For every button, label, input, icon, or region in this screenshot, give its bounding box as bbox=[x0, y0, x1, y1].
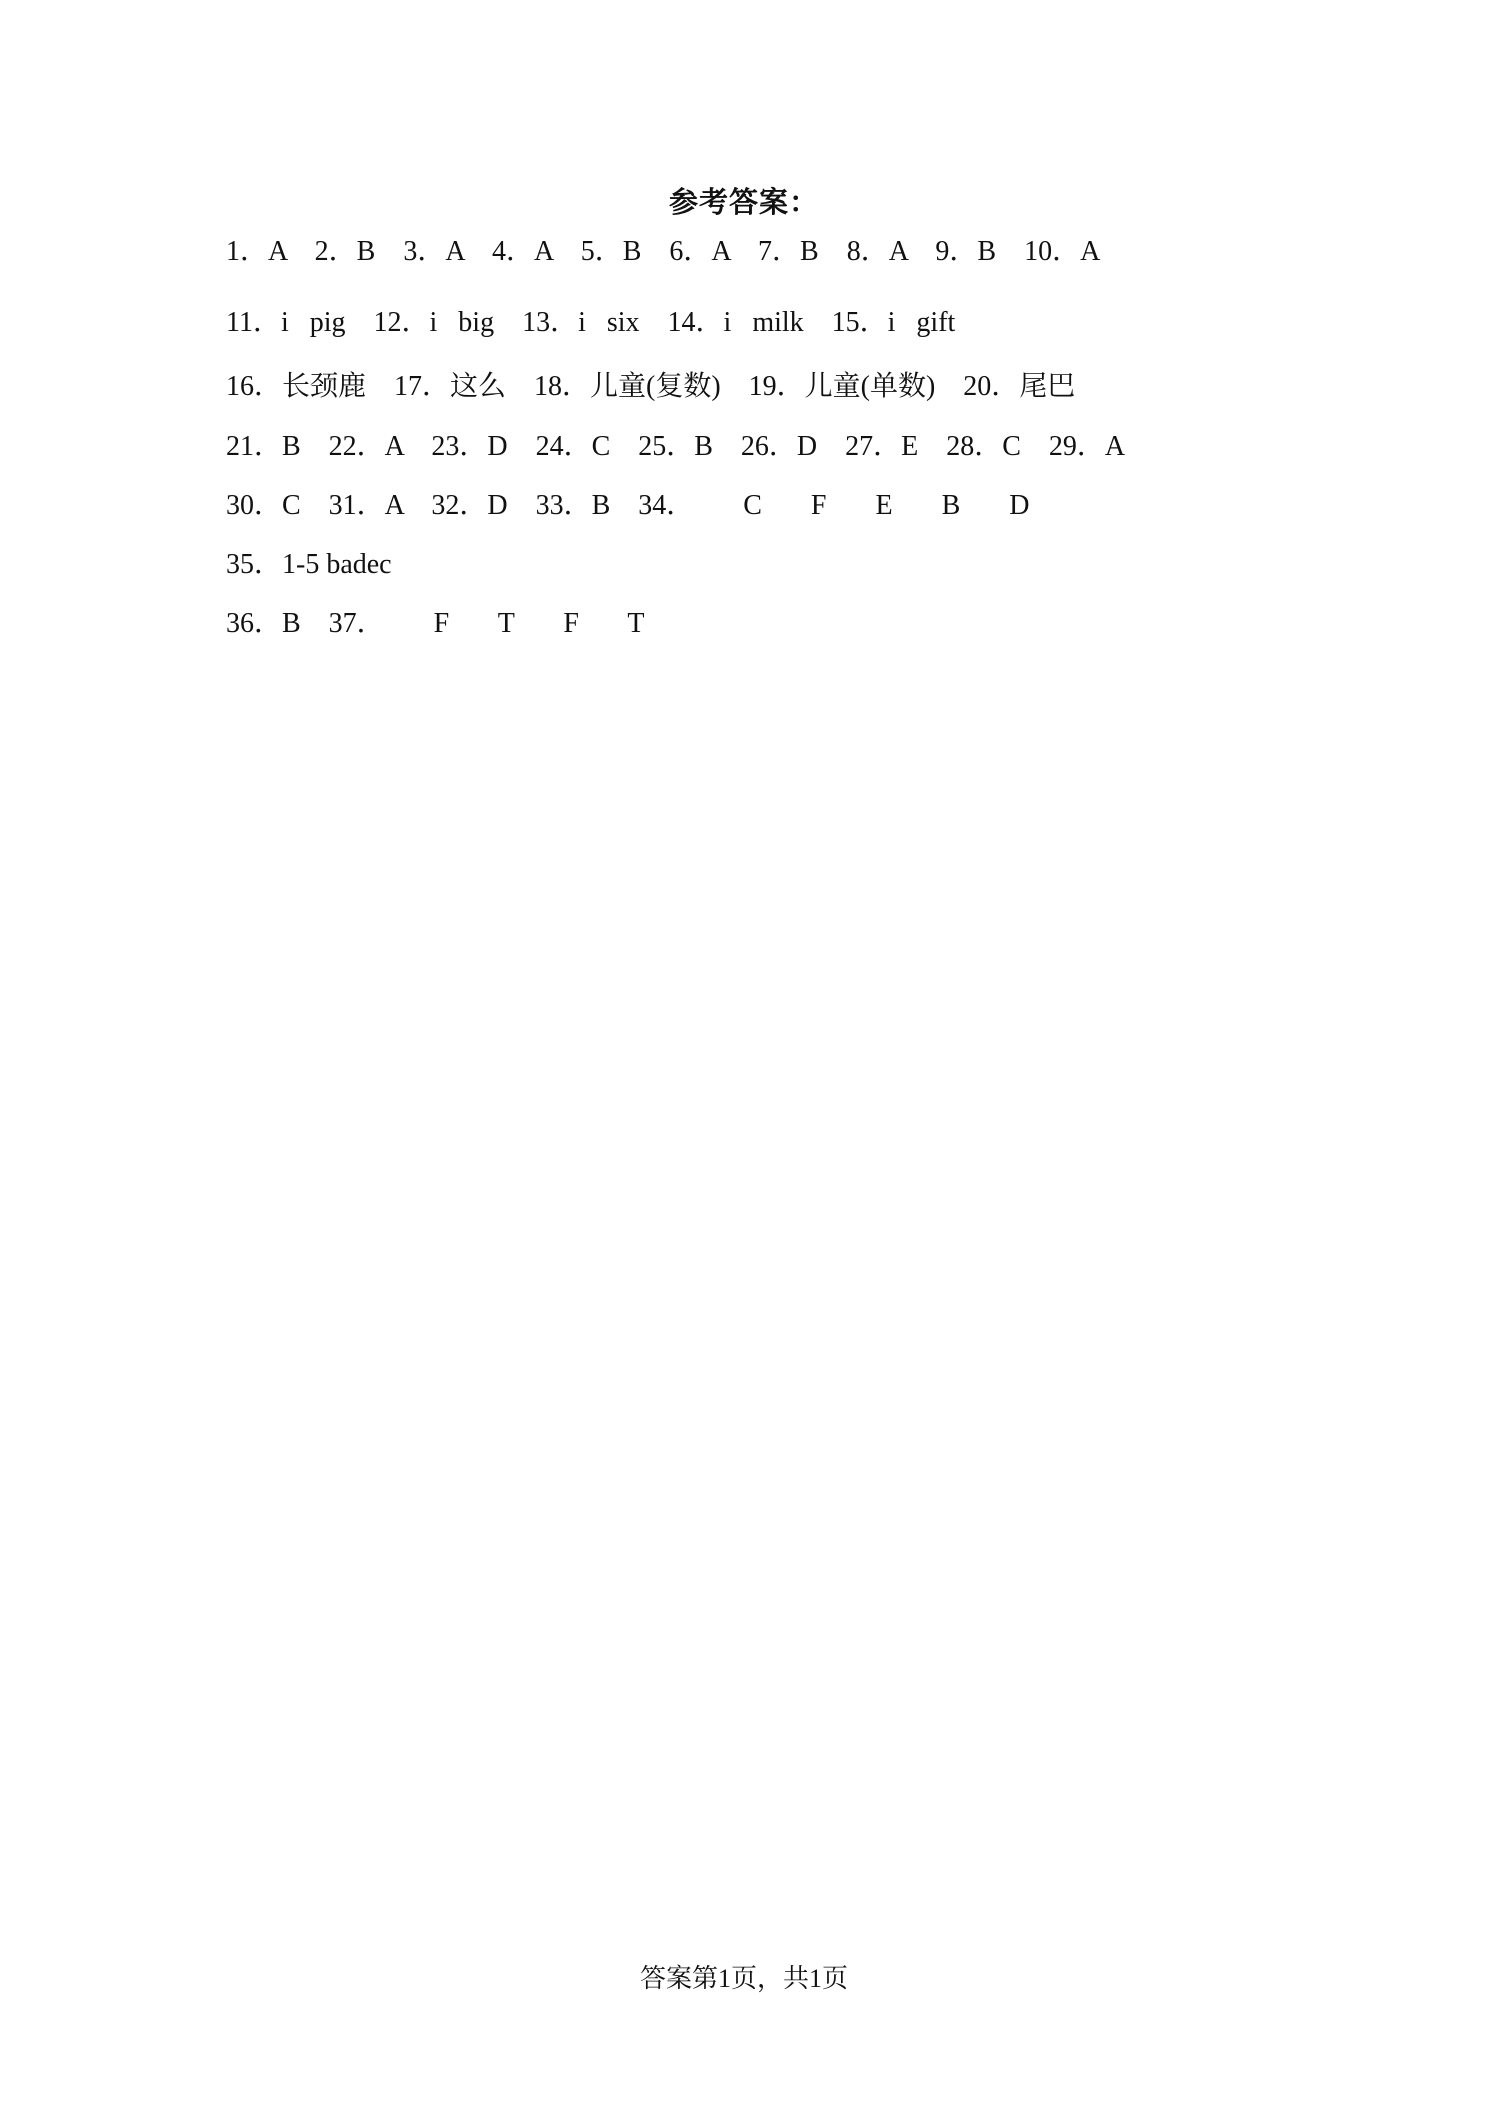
page-footer: 答案第1页，共1页 bbox=[639, 1964, 848, 1993]
answer-line-35: 35．1-5 badec bbox=[226, 549, 392, 580]
answer-line-21-29: 21．B 22．A 23．D 24．C 25．B 26．D 27．E 28．C 29．A bbox=[226, 431, 1126, 462]
page-title: 参考答案： bbox=[668, 187, 819, 219]
answer-line-1-10: 1．A 2．B 3．A 4．A 5．B 6．A 7．B 8．A 9．B 10．A bbox=[226, 236, 1101, 267]
answer-line-30-34: 30．C 31．A 32．D 33．B 34． C F E B D bbox=[226, 490, 1030, 521]
answer-line-36-37: 36．B 37． F T F T bbox=[226, 608, 645, 639]
answer-line-16-20: 16．长颈鹿 17．这么 18．儿童(复数) 19．儿童(单数) 20．尾巴 bbox=[226, 371, 1076, 402]
answer-line-11-15: 11．i pig 12．i big 13．i six 14．i milk 15．i gift bbox=[226, 307, 956, 338]
